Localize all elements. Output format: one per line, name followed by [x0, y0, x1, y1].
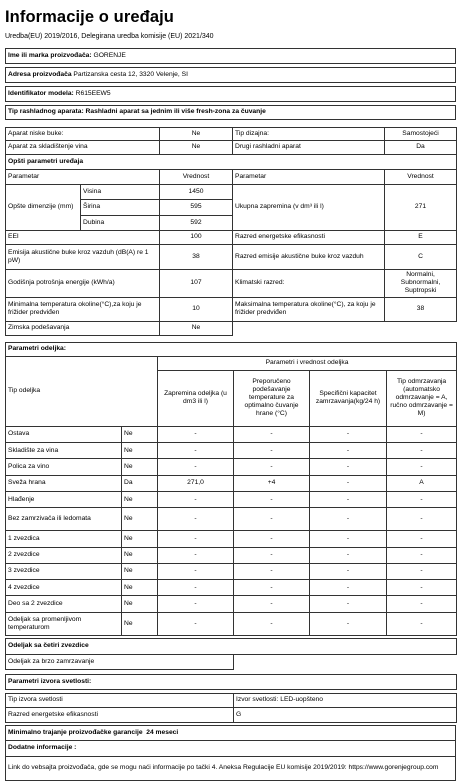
warranty-row	[6, 725, 456, 740]
compartment-name: 4 zvezdice	[6, 580, 122, 596]
climate-class-3: Suptropski	[404, 287, 437, 295]
compartment-freezing-capacity: -	[310, 443, 387, 459]
height-value: 1450	[160, 184, 233, 199]
compartment-name: Hlađenje	[6, 491, 122, 507]
compartment-defrost-type: -	[387, 443, 457, 459]
extra-info-text: Link do vebsajta proizvođača, gde se mogu naći informacije po tački 4. Aneksa Regulacije EU komisije 2019/2019: https://www.gorenjegroup.com	[6, 756, 456, 780]
compartment-volume: -	[158, 612, 234, 635]
wine-appliance-label: Aparat za skladištenje vina	[6, 140, 160, 154]
compartment-row	[6, 459, 457, 475]
climate-class-2: Subnormalni,	[400, 279, 441, 287]
compartment-freezing-capacity: -	[310, 563, 387, 579]
compartment-present: Ne	[122, 508, 158, 531]
compartment-freezing-capacity: -	[310, 475, 387, 491]
compartment-present: Ne	[122, 596, 158, 612]
annual-energy-value: 107	[160, 269, 233, 297]
compartment-volume: -	[158, 426, 234, 442]
freezing-capacity-col-header: Specifični kapacitet zamrzavanja(kg/24 h)	[310, 370, 387, 426]
energy-class-value: E	[385, 230, 457, 244]
design-type-value: Samostojeći	[385, 127, 457, 140]
compartment-volume: -	[158, 531, 234, 547]
compartment-row	[6, 475, 457, 491]
brand-label: Ime ili marka proizvođača:	[8, 51, 92, 59]
model-label: Identifikator modela:	[8, 89, 74, 97]
temperature-col-header: Preporučeno podešavanje temperature za optimalno čuvanje hrane (°C)	[234, 370, 310, 426]
eei-value: 100	[160, 230, 233, 244]
fast-freeze-label: Odeljak za brzo zamrzavanje	[6, 654, 234, 669]
compartment-defrost-type: -	[387, 426, 457, 442]
other-appliance-label: Drugi rashladni aparat	[233, 140, 385, 154]
winter-setting-label: Zimska podešavanja	[6, 321, 160, 335]
compartment-temperature: -	[234, 491, 310, 507]
compartment-temperature: +4	[234, 475, 310, 491]
width-value: 595	[160, 199, 233, 215]
compartment-defrost-type: -	[387, 563, 457, 579]
compartment-temperature: -	[234, 563, 310, 579]
compartment-name: 1 zvezdica	[6, 531, 122, 547]
light-type-label: Tip izvora svetlosti	[6, 693, 234, 707]
compartment-name: 3 zvezdice	[6, 563, 122, 579]
height-label: Visina	[81, 184, 160, 199]
dimensions-label: Opšte dimenzije (mm)	[6, 184, 81, 230]
compartment-volume: -	[158, 547, 234, 563]
appliance-type-row	[6, 105, 456, 119]
max-temp-value: 38	[385, 297, 457, 321]
depth-value: 592	[160, 215, 233, 230]
compartment-freezing-capacity: -	[310, 531, 387, 547]
appliance-type-value: Rashladni aparat sa jednim ili više fresh-zona za čuvanje	[85, 108, 266, 116]
warranty-label: Minimalno trajanje proizvođačke garancije	[8, 728, 143, 736]
param-header-right: Parametar	[233, 169, 385, 184]
compartment-defrost-type: -	[387, 491, 457, 507]
compartment-row	[6, 612, 457, 635]
model-value: R615EEW5	[75, 89, 111, 97]
warranty-value: 24 meseci	[146, 728, 179, 736]
eei-label: EEI	[6, 230, 160, 244]
model-row	[6, 86, 456, 101]
total-volume-value: 271	[385, 184, 457, 230]
compartment-temperature: -	[234, 596, 310, 612]
compartment-volume: -	[158, 491, 234, 507]
volume-col-header: Zapremina odeljka (u dm3 ili l)	[158, 370, 234, 426]
winter-setting-value: Ne	[160, 321, 233, 335]
compartment-freezing-capacity: -	[310, 491, 387, 507]
compartment-freezing-capacity: -	[310, 426, 387, 442]
compartment-volume: -	[158, 596, 234, 612]
compartment-defrost-type: -	[387, 547, 457, 563]
compartment-present: Ne	[122, 459, 158, 475]
compartment-volume: 271,0	[158, 475, 234, 491]
compartment-present: Ne	[122, 531, 158, 547]
regulation-subtitle: Uredba(EU) 2019/2016, Delegirana uredba komisije (EU) 2021/340	[5, 33, 214, 41]
compartment-freezing-capacity: -	[310, 596, 387, 612]
compartment-volume: -	[158, 508, 234, 531]
annual-energy-label: Godišnja potrošnja energije (kWh/a)	[6, 269, 160, 297]
compartment-present: Ne	[122, 491, 158, 507]
brand-value: GORENJE	[93, 51, 126, 59]
climate-class-value	[385, 269, 457, 297]
compartment-name: Odeljak sa promenljivom temperaturom	[6, 612, 122, 635]
compartment-freezing-capacity: -	[310, 508, 387, 531]
compartment-defrost-type: -	[387, 459, 457, 475]
compartment-name: Ostava	[6, 426, 122, 442]
param-header: Parametar	[6, 169, 160, 184]
noise-value: 38	[160, 244, 233, 269]
compartment-type-header: Tip odeljka	[6, 356, 158, 426]
compartment-temperature: -	[234, 580, 310, 596]
light-class-label: Razred energetske efikasnosti	[6, 707, 234, 722]
compartment-row	[6, 580, 457, 596]
appliance-type-label: Tip rashladnog aparata:	[8, 108, 84, 116]
compartment-volume: -	[158, 580, 234, 596]
value-header: Vrednost	[160, 169, 233, 184]
value-header-right: Vrednost	[385, 169, 457, 184]
light-source-table	[5, 674, 457, 723]
compartment-volume: -	[158, 443, 234, 459]
compartments-heading: Parametri odeljka:	[6, 342, 457, 356]
compartment-defrost-type: -	[387, 612, 457, 635]
brand-row	[6, 48, 456, 63]
compartment-temperature: -	[234, 508, 310, 531]
compartment-present: Ne	[122, 426, 158, 442]
compartment-freezing-capacity: -	[310, 612, 387, 635]
compartment-volume: -	[158, 459, 234, 475]
compartment-row	[6, 443, 457, 459]
compartments-table	[5, 342, 457, 636]
compartment-row	[6, 596, 457, 612]
climate-class-label: Klimatski razred:	[233, 269, 385, 297]
noise-class-label: Razred emisije akustične buke kroz vazduh	[233, 244, 385, 269]
compartment-freezing-capacity: -	[310, 459, 387, 475]
depth-label: Dubina	[81, 215, 160, 230]
compartment-present: Ne	[122, 443, 158, 459]
compartment-volume: -	[158, 563, 234, 579]
noise-label: Emisija akustične buke kroz vazduh (dB(A) re 1 pW)	[6, 244, 160, 269]
extra-heading: Dodatne informacije :	[6, 740, 456, 756]
compartment-row	[6, 547, 457, 563]
min-temp-label: Minimalna temperatura okoline(°C),za koju je frižider predviđen	[6, 297, 160, 321]
compartment-row	[6, 426, 457, 442]
compartment-temperature: -	[234, 547, 310, 563]
product-information-sheet	[5, 4, 456, 781]
compartment-name: Deo sa 2 zvezdice	[6, 596, 122, 612]
total-volume-label: Ukupna zapremina (v dm³ ili l)	[233, 184, 385, 230]
compartment-temperature: -	[234, 612, 310, 635]
address-row	[6, 67, 456, 82]
compartment-name: 2 zvezdice	[6, 547, 122, 563]
compartment-temperature: -	[234, 459, 310, 475]
compartment-name: Bez zamrzivača ili ledomata	[6, 508, 122, 531]
page-title: Informacije o uređaju	[5, 8, 174, 26]
compartment-row	[6, 563, 457, 579]
general-heading: Opšti parametri uređaja	[6, 154, 457, 169]
compartment-row	[6, 508, 457, 531]
four-star-table	[5, 638, 457, 670]
light-class-value: G	[234, 707, 457, 722]
compartment-row	[6, 491, 457, 507]
compartment-defrost-type: -	[387, 508, 457, 531]
light-type-value: Izvor svetlosti: LED-uopšteno	[234, 693, 457, 707]
low-noise-value: Ne	[160, 127, 233, 140]
noise-class-value: C	[385, 244, 457, 269]
max-temp-label: Maksimalna temperatura okoline(°C), za koju je frižider predviđen	[233, 297, 385, 321]
min-temp-value: 10	[160, 297, 233, 321]
compartment-freezing-capacity: -	[310, 547, 387, 563]
four-star-heading: Odeljak sa četiri zvezdice	[6, 638, 457, 654]
compartment-defrost-type: -	[387, 531, 457, 547]
design-type-label: Tip dizajna:	[233, 127, 385, 140]
address-value: Partizanska cesta 12, 3320 Velenje, SI	[73, 70, 188, 78]
compartment-defrost-type: -	[387, 596, 457, 612]
compartment-defrost-type: A	[387, 475, 457, 491]
address-label: Adresa proizvođača	[8, 70, 72, 78]
compartment-present: Ne	[122, 563, 158, 579]
compartment-rows	[6, 426, 457, 635]
compartment-row	[6, 531, 457, 547]
compartment-temperature: -	[234, 426, 310, 442]
basic-info-table	[5, 48, 456, 120]
general-parameters-table	[5, 127, 457, 336]
compartment-name: Skladište za vina	[6, 443, 122, 459]
energy-class-label: Razred energetske efikasnosti	[233, 230, 385, 244]
wine-appliance-value: Ne	[160, 140, 233, 154]
width-label: Širina	[81, 199, 160, 215]
compartment-present: Ne	[122, 547, 158, 563]
compartment-temperature: -	[234, 443, 310, 459]
compartment-name: Sveža hrana	[6, 475, 122, 491]
warranty-table	[5, 725, 456, 781]
compartment-present: Ne	[122, 612, 158, 635]
compartment-present: Ne	[122, 580, 158, 596]
light-heading: Parametri izvora svetlosti:	[6, 674, 457, 689]
other-appliance-value: Da	[385, 140, 457, 154]
compartment-params-header: Parametri i vrednost odeljka	[158, 356, 457, 370]
compartment-freezing-capacity: -	[310, 580, 387, 596]
compartment-present: Da	[122, 475, 158, 491]
low-noise-label: Aparat niske buke:	[6, 127, 160, 140]
climate-class-1: Normalni,	[406, 271, 435, 279]
compartment-temperature: -	[234, 531, 310, 547]
compartment-name: Polica za vino	[6, 459, 122, 475]
defrost-type-col-header: Tip odmrzavanja (automatsko odmrzavanje = A, ručno odmrzavanje = M)	[387, 370, 457, 426]
compartment-defrost-type: -	[387, 580, 457, 596]
